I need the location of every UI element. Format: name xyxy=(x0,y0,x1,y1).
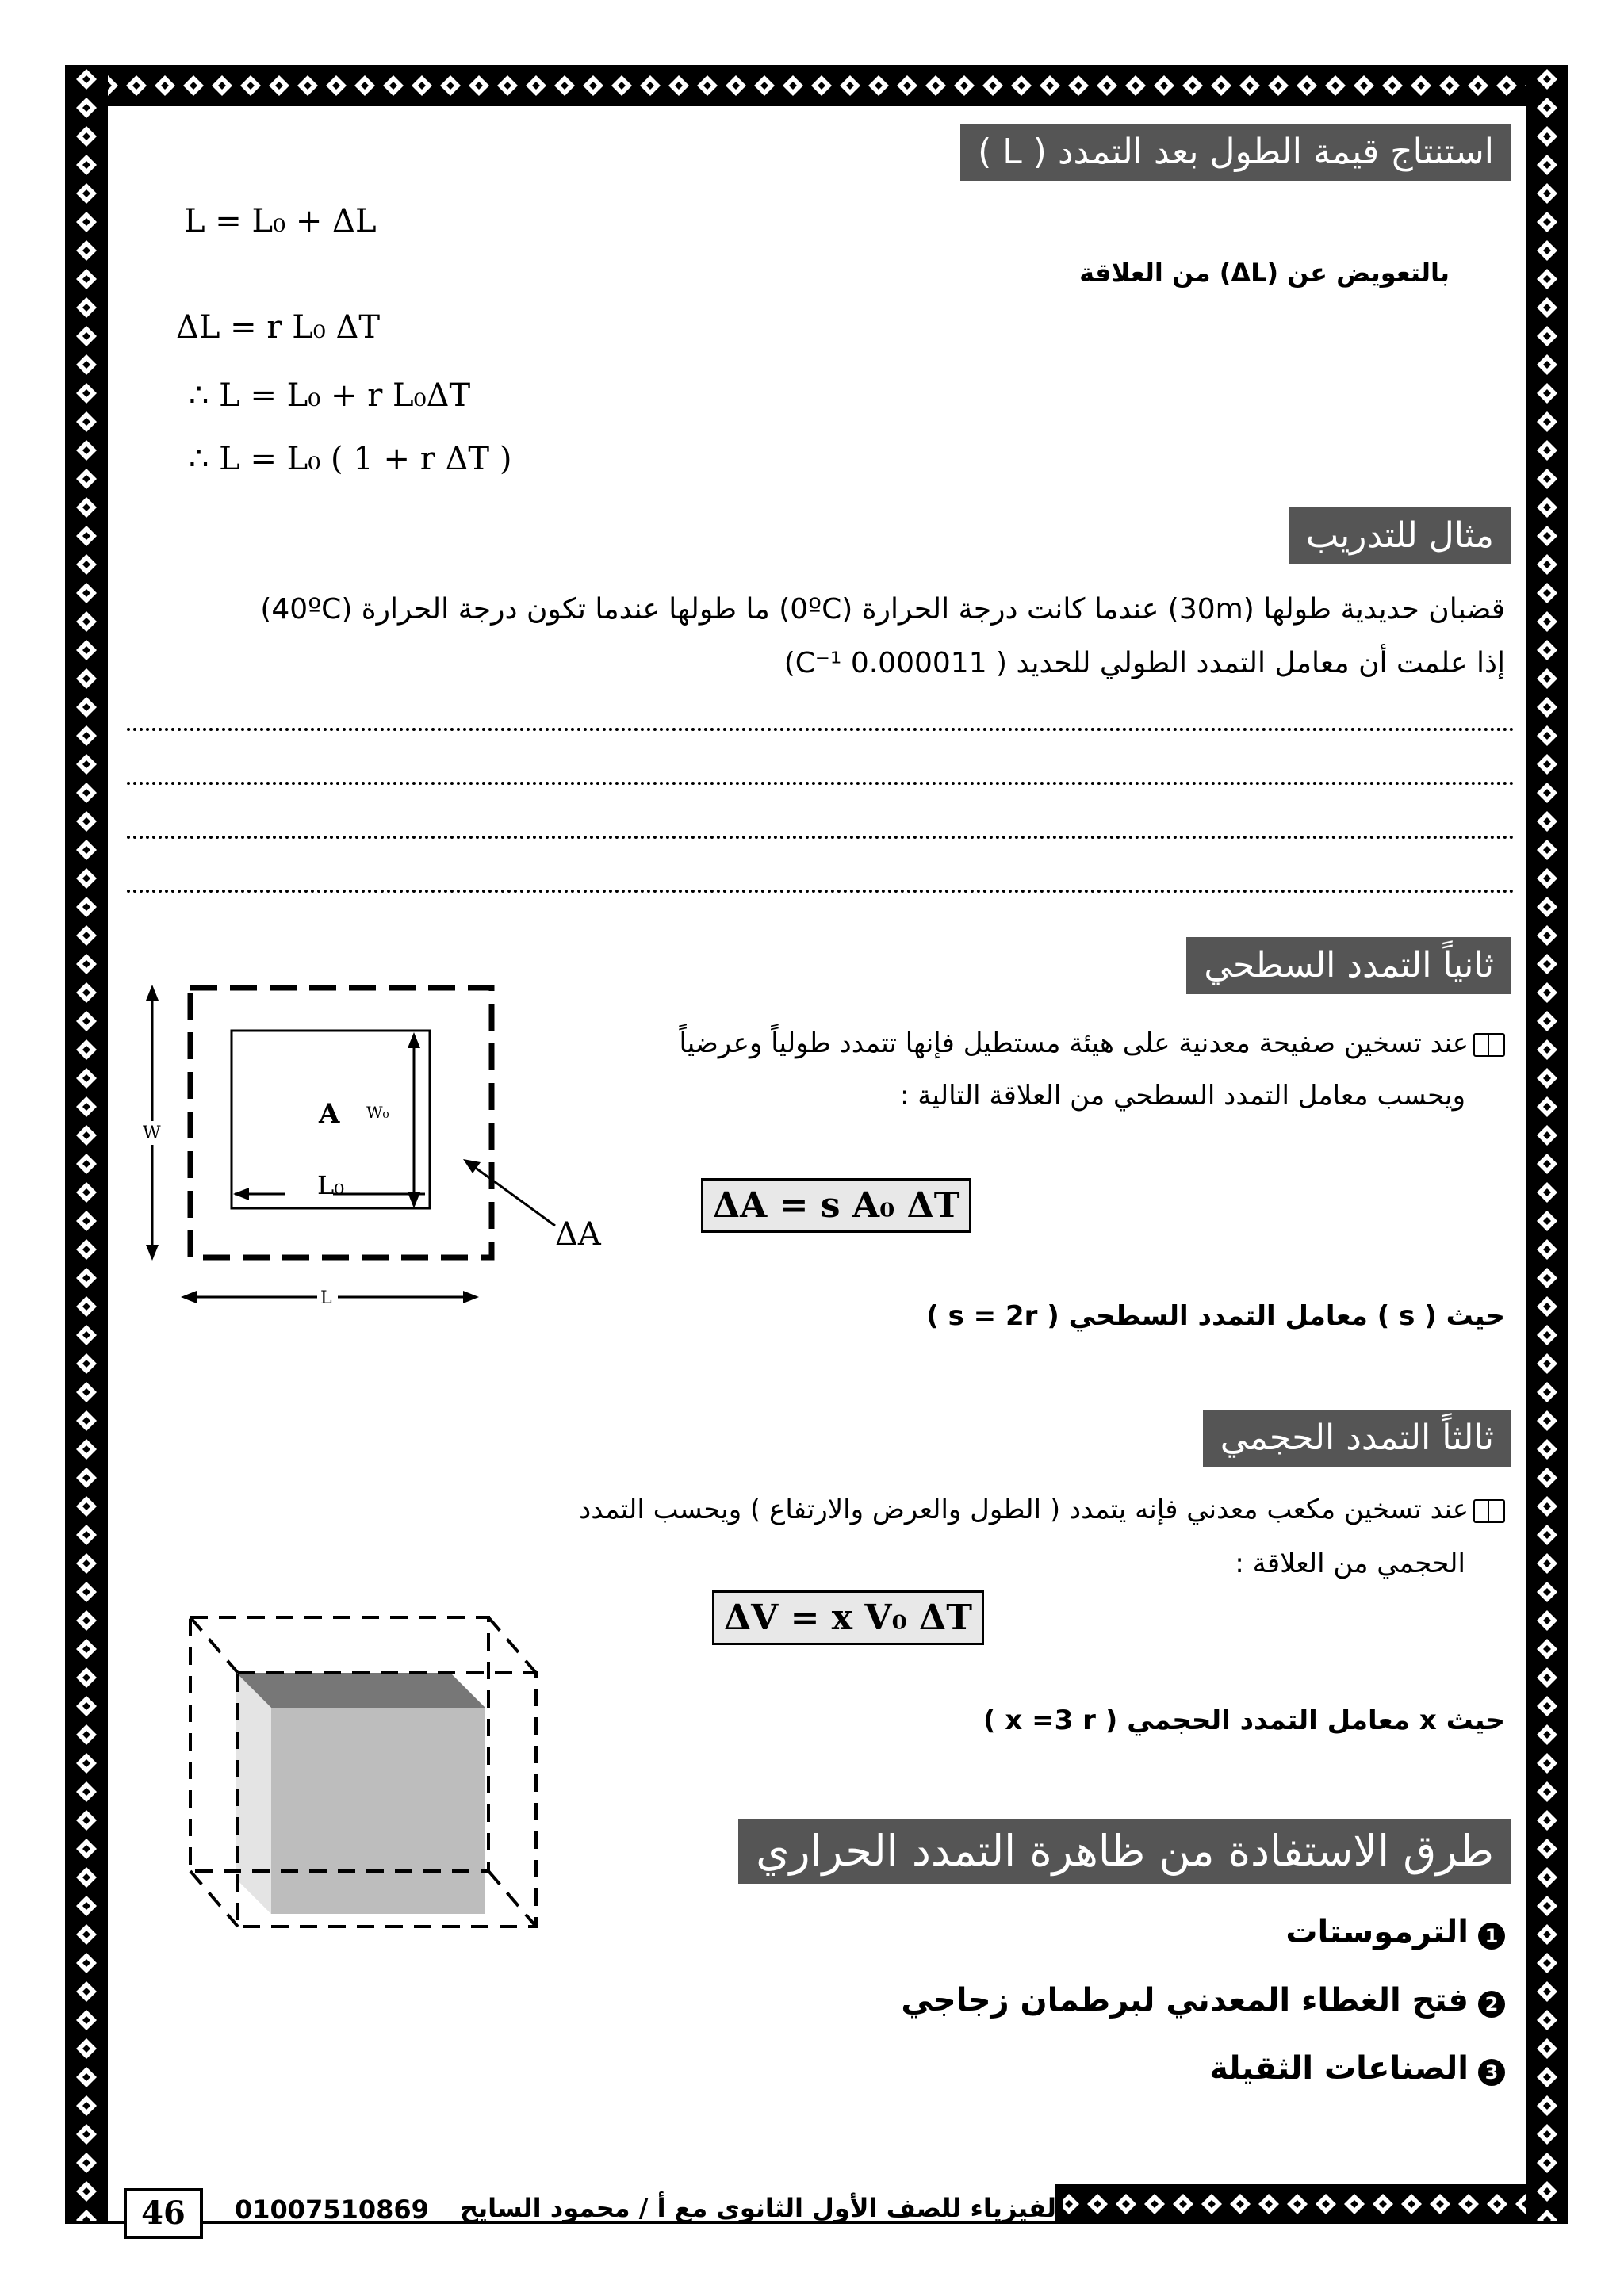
answer-line xyxy=(127,728,1515,731)
use-item-2: 2فتح الغطاء المعدني لبرطمان زجاجي xyxy=(901,1982,1505,2019)
footer-title: الفيزياء للصف الأول الثانوي مع أ / محمود السايح xyxy=(460,2193,1065,2223)
answer-line xyxy=(127,836,1515,839)
surface-expansion-diagram xyxy=(135,975,642,1324)
heading-volume-expansion: ثالثاً التمدد الحجمي xyxy=(1203,1410,1511,1467)
volume-formula-box: ΔV = x V₀ ΔT xyxy=(712,1590,984,1645)
volume-coefficient-note: حيث x معامل التمدد الحجمي ( x =3 r ) xyxy=(982,1705,1505,1736)
equation-3: ∴ L = L₀ + r L₀ΔT xyxy=(189,377,471,414)
equation-4: ∴ L = L₀ ( 1 + r ΔT ) xyxy=(189,441,512,477)
volume-text-2: الحجمي من العلاقة : xyxy=(1235,1548,1465,1579)
label-L: L xyxy=(320,1288,332,1308)
equation-2: ΔL = r L₀ ΔT xyxy=(176,309,381,346)
label-delta-A: ΔA xyxy=(555,1216,601,1253)
answer-line xyxy=(127,782,1515,785)
label-L0: L₀ xyxy=(317,1170,345,1200)
volume-text-1: عند تسخين مكعب معدني فإنه يتمدد ( الطول والعرض والارتفاع ) ويحسب التمدد xyxy=(579,1494,1505,1525)
heading-length-after-expansion: استنتاج قيمة الطول بعد التمدد ( L ) xyxy=(960,124,1511,181)
volume-expansion-diagram xyxy=(182,1609,547,1942)
equation-1: L = L₀ + ΔL xyxy=(184,203,377,239)
number-marker-1-icon: 1 xyxy=(1478,1923,1505,1950)
surface-text-1: عند تسخين صفيحة معدنية على هيئة مستطيل فإنها تتمدد طولياً وعرضياً xyxy=(679,1027,1505,1059)
page-number: 46 xyxy=(124,2188,203,2239)
answer-line xyxy=(127,890,1515,893)
use-item-3: 3الصناعات الثقيلة xyxy=(1209,2050,1505,2087)
number-marker-3-icon: 3 xyxy=(1478,2059,1505,2086)
book-icon xyxy=(1473,1033,1505,1057)
use-item-1: 1الترموستات xyxy=(1285,1914,1505,1950)
footer-phone: 01007510869 xyxy=(235,2195,429,2225)
number-marker-2-icon: 2 xyxy=(1478,1991,1505,2018)
surface-text-2: ويحسب معامل التمدد السطحي من العلاقة التالية : xyxy=(900,1080,1465,1112)
heading-surface-expansion: ثانياً التمدد السطحي xyxy=(1186,937,1511,994)
example-line-2: إذا علمت أن معامل التمدد الطولي للحديد ( 0.000011 C⁻¹) xyxy=(783,647,1505,679)
heading-uses-of-expansion: طرق الاستفادة من ظاهرة التمدد الحراري xyxy=(738,1819,1511,1884)
heading-training-example: مثال للتدريب xyxy=(1289,507,1511,564)
label-area-A: A xyxy=(319,1098,340,1130)
label-W: W xyxy=(143,1123,161,1143)
book-icon xyxy=(1473,1499,1505,1523)
surface-coefficient-note: حيث ( s ) معامل التمدد السطحي ( s = 2r ) xyxy=(926,1300,1505,1332)
example-line-1: قضبان حديدية طولها (30m) عندما كانت درجة الحرارة (0ºC) ما طولها عندما تكون درجة الحرارة (40ºC) xyxy=(260,593,1505,626)
surface-formula-box: ΔA = s A₀ ΔT xyxy=(701,1178,971,1233)
label-W0: W₀ xyxy=(366,1103,389,1122)
substitution-text: بالتعويض عن (ΔL) من العلاقة xyxy=(1079,258,1450,288)
